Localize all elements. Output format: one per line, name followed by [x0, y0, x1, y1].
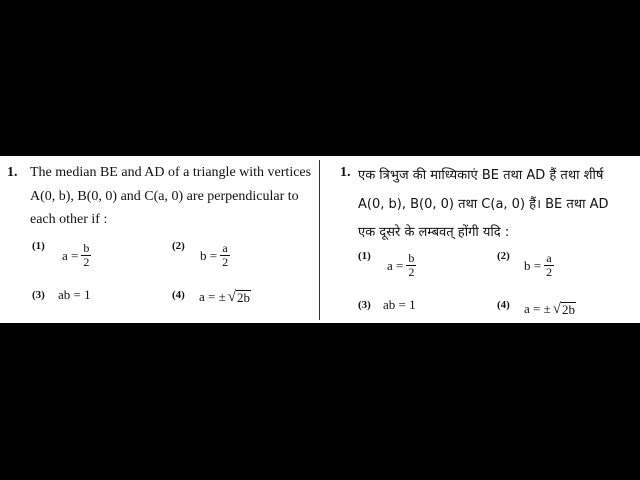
question-number: 1.	[340, 165, 351, 180]
option-1-numerator: b	[83, 241, 90, 255]
question-page	[0, 156, 640, 323]
option-4-sqrt	[553, 302, 576, 317]
option-2-lhs: b =	[524, 257, 542, 273]
sqrt-sign: √	[552, 300, 561, 317]
option-2-label: (2)	[497, 250, 510, 262]
option-1-numerator: b	[408, 251, 415, 265]
option-4-label: (4)	[497, 299, 510, 311]
option-1	[387, 252, 416, 279]
option-4-sqrt	[228, 290, 251, 305]
question-line-2: A(0, b), B(0, 0) तथा C(a, 0) हैं। BE तथा AD	[358, 197, 609, 212]
option-2-denominator: 2	[546, 265, 553, 279]
english-question	[0, 156, 318, 323]
option-2-denominator: 2	[222, 255, 229, 269]
option-1	[62, 242, 91, 269]
option-2-lhs: b =	[200, 247, 218, 263]
option-1-label: (1)	[358, 250, 371, 262]
option-2-numerator: a	[546, 251, 552, 265]
option-4-radicand: 2b	[561, 301, 575, 317]
option-2	[524, 252, 554, 279]
hindi-question	[321, 156, 640, 323]
question-line-1: एक त्रिभुज की माध्यिकाएं BE तथा AD हैं तथा शीर्ष	[358, 168, 604, 183]
option-4	[199, 289, 251, 305]
option-2	[200, 242, 230, 269]
option-4-lhs: a = ±	[199, 289, 226, 304]
column-divider	[319, 160, 320, 320]
question-line-1: The median BE and AD of a triangle with vertices	[30, 165, 312, 180]
option-3: ab = 1	[58, 287, 91, 302]
option-4-lhs: a = ±	[524, 301, 551, 316]
option-1-denominator: 2	[83, 255, 90, 269]
option-4-label: (4)	[172, 289, 185, 301]
option-3: ab = 1	[383, 297, 416, 312]
option-1-fraction	[81, 242, 91, 269]
option-1-fraction	[406, 252, 416, 279]
option-4	[524, 301, 576, 317]
option-3-label: (3)	[32, 289, 45, 301]
option-2-numerator: a	[222, 241, 228, 255]
option-1-denominator: 2	[408, 265, 415, 279]
option-1-label: (1)	[32, 240, 45, 252]
question-number: 1.	[7, 165, 18, 180]
sqrt-sign: √	[227, 288, 236, 305]
option-3-label: (3)	[358, 299, 371, 311]
question-line-2: A(0, b), B(0, 0) and C(a, 0) are perpendicular to	[30, 189, 299, 204]
option-4-radicand: 2b	[236, 289, 250, 305]
option-2-fraction	[220, 242, 230, 269]
option-2-fraction	[544, 252, 554, 279]
question-line-3: एक दूसरे के लम्बवत् होंगी यदि :	[358, 225, 510, 240]
option-1-lhs: a =	[62, 247, 79, 263]
option-1-lhs: a =	[387, 257, 404, 273]
question-line-3: each other if :	[30, 212, 108, 227]
option-2-label: (2)	[172, 240, 185, 252]
